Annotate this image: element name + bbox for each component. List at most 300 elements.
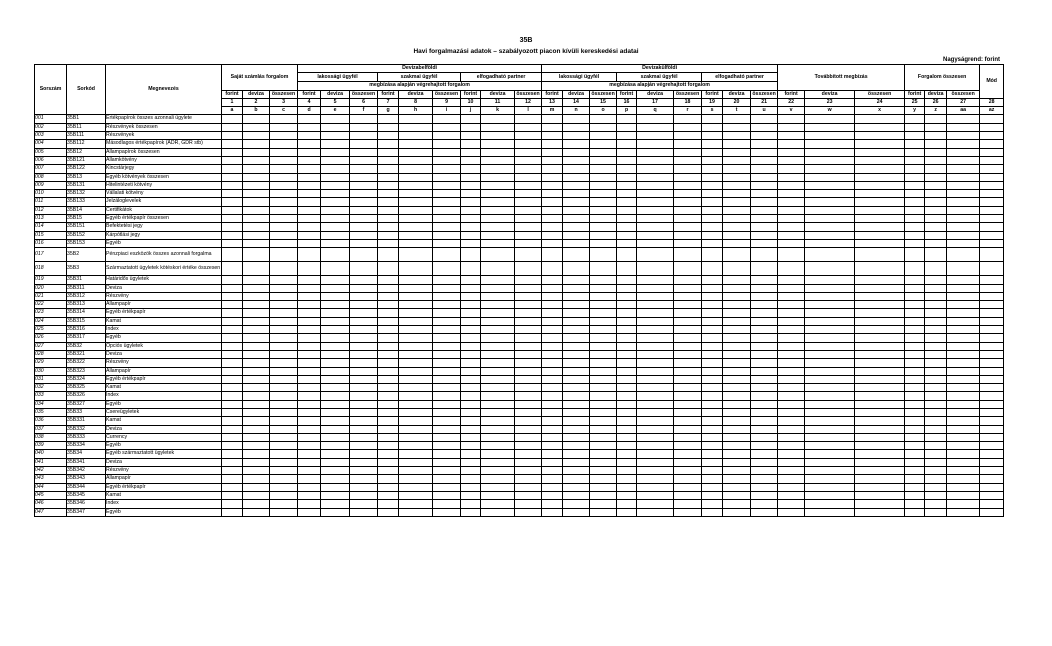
data-cell[interactable]: [298, 231, 321, 239]
data-cell[interactable]: [778, 425, 805, 433]
data-cell[interactable]: [433, 309, 461, 317]
data-cell[interactable]: [702, 198, 723, 206]
data-cell[interactable]: [905, 140, 925, 148]
data-cell[interactable]: [243, 367, 270, 375]
data-cell[interactable]: [515, 148, 542, 156]
data-cell[interactable]: [461, 342, 481, 350]
data-cell[interactable]: [270, 181, 298, 189]
data-cell[interactable]: [378, 450, 399, 458]
data-cell[interactable]: [637, 442, 674, 450]
data-cell[interactable]: [980, 508, 1004, 516]
data-cell[interactable]: [751, 458, 778, 466]
data-cell[interactable]: [947, 262, 980, 276]
data-cell[interactable]: [778, 491, 805, 499]
data-cell[interactable]: [321, 262, 350, 276]
data-cell[interactable]: [515, 206, 542, 214]
data-cell[interactable]: [805, 350, 855, 358]
data-cell[interactable]: [702, 384, 723, 392]
data-cell[interactable]: [563, 317, 590, 325]
data-cell[interactable]: [298, 173, 321, 181]
data-cell[interactable]: [778, 248, 805, 262]
data-cell[interactable]: [481, 292, 515, 300]
data-cell[interactable]: [855, 284, 905, 292]
data-cell[interactable]: [778, 317, 805, 325]
data-cell[interactable]: [947, 215, 980, 223]
data-cell[interactable]: [321, 458, 350, 466]
data-cell[interactable]: [617, 500, 637, 508]
data-cell[interactable]: [617, 326, 637, 334]
data-cell[interactable]: [723, 375, 751, 383]
data-cell[interactable]: [461, 148, 481, 156]
data-cell[interactable]: [855, 215, 905, 223]
data-cell[interactable]: [270, 190, 298, 198]
data-cell[interactable]: [222, 292, 243, 300]
data-cell[interactable]: [350, 467, 378, 475]
data-cell[interactable]: [805, 450, 855, 458]
data-cell[interactable]: [805, 165, 855, 173]
data-cell[interactable]: [980, 239, 1004, 247]
data-cell[interactable]: [243, 417, 270, 425]
data-cell[interactable]: [702, 508, 723, 516]
data-cell[interactable]: [542, 292, 563, 300]
data-cell[interactable]: [399, 442, 433, 450]
data-cell[interactable]: [590, 123, 617, 131]
data-cell[interactable]: [702, 239, 723, 247]
data-cell[interactable]: [461, 248, 481, 262]
data-cell[interactable]: [925, 491, 947, 499]
data-cell[interactable]: [617, 165, 637, 173]
data-cell[interactable]: [461, 384, 481, 392]
data-cell[interactable]: [702, 223, 723, 231]
data-cell[interactable]: [905, 491, 925, 499]
data-cell[interactable]: [905, 317, 925, 325]
data-cell[interactable]: [433, 442, 461, 450]
data-cell[interactable]: [805, 442, 855, 450]
data-cell[interactable]: [980, 450, 1004, 458]
data-cell[interactable]: [723, 248, 751, 262]
data-cell[interactable]: [590, 483, 617, 491]
data-cell[interactable]: [542, 508, 563, 516]
data-cell[interactable]: [481, 317, 515, 325]
data-cell[interactable]: [980, 190, 1004, 198]
data-cell[interactable]: [925, 442, 947, 450]
data-cell[interactable]: [617, 262, 637, 276]
data-cell[interactable]: [243, 198, 270, 206]
data-cell[interactable]: [243, 500, 270, 508]
data-cell[interactable]: [399, 433, 433, 441]
data-cell[interactable]: [270, 367, 298, 375]
data-cell[interactable]: [321, 317, 350, 325]
data-cell[interactable]: [350, 115, 378, 123]
data-cell[interactable]: [855, 309, 905, 317]
data-cell[interactable]: [590, 248, 617, 262]
data-cell[interactable]: [925, 292, 947, 300]
data-cell[interactable]: [270, 284, 298, 292]
data-cell[interactable]: [674, 132, 702, 140]
data-cell[interactable]: [617, 384, 637, 392]
data-cell[interactable]: [617, 350, 637, 358]
data-cell[interactable]: [674, 417, 702, 425]
data-cell[interactable]: [980, 417, 1004, 425]
data-cell[interactable]: [590, 491, 617, 499]
data-cell[interactable]: [481, 276, 515, 284]
data-cell[interactable]: [805, 132, 855, 140]
data-cell[interactable]: [617, 367, 637, 375]
data-cell[interactable]: [270, 483, 298, 491]
data-cell[interactable]: [222, 181, 243, 189]
data-cell[interactable]: [433, 384, 461, 392]
data-cell[interactable]: [674, 301, 702, 309]
data-cell[interactable]: [723, 284, 751, 292]
data-cell[interactable]: [855, 231, 905, 239]
data-cell[interactable]: [751, 442, 778, 450]
data-cell[interactable]: [805, 408, 855, 416]
data-cell[interactable]: [270, 123, 298, 131]
data-cell[interactable]: [778, 342, 805, 350]
data-cell[interactable]: [243, 123, 270, 131]
data-cell[interactable]: [947, 132, 980, 140]
data-cell[interactable]: [270, 458, 298, 466]
data-cell[interactable]: [980, 442, 1004, 450]
data-cell[interactable]: [805, 367, 855, 375]
data-cell[interactable]: [378, 317, 399, 325]
data-cell[interactable]: [350, 392, 378, 400]
data-cell[interactable]: [947, 148, 980, 156]
data-cell[interactable]: [321, 384, 350, 392]
data-cell[interactable]: [674, 384, 702, 392]
data-cell[interactable]: [674, 148, 702, 156]
data-cell[interactable]: [350, 400, 378, 408]
data-cell[interactable]: [980, 392, 1004, 400]
data-cell[interactable]: [778, 392, 805, 400]
data-cell[interactable]: [778, 181, 805, 189]
data-cell[interactable]: [751, 215, 778, 223]
data-cell[interactable]: [399, 408, 433, 416]
data-cell[interactable]: [563, 123, 590, 131]
data-cell[interactable]: [222, 375, 243, 383]
data-cell[interactable]: [298, 123, 321, 131]
data-cell[interactable]: [947, 165, 980, 173]
data-cell[interactable]: [563, 309, 590, 317]
data-cell[interactable]: [590, 350, 617, 358]
data-cell[interactable]: [542, 350, 563, 358]
data-cell[interactable]: [590, 467, 617, 475]
data-cell[interactable]: [270, 248, 298, 262]
data-cell[interactable]: [980, 292, 1004, 300]
data-cell[interactable]: [905, 326, 925, 334]
data-cell[interactable]: [298, 239, 321, 247]
data-cell[interactable]: [674, 317, 702, 325]
data-cell[interactable]: [947, 367, 980, 375]
data-cell[interactable]: [751, 181, 778, 189]
data-cell[interactable]: [905, 223, 925, 231]
data-cell[interactable]: [321, 181, 350, 189]
data-cell[interactable]: [702, 123, 723, 131]
data-cell[interactable]: [515, 262, 542, 276]
data-cell[interactable]: [674, 239, 702, 247]
data-cell[interactable]: [617, 475, 637, 483]
data-cell[interactable]: [855, 408, 905, 416]
data-cell[interactable]: [515, 350, 542, 358]
data-cell[interactable]: [243, 342, 270, 350]
data-cell[interactable]: [590, 317, 617, 325]
data-cell[interactable]: [222, 132, 243, 140]
data-cell[interactable]: [350, 458, 378, 466]
data-cell[interactable]: [433, 326, 461, 334]
data-cell[interactable]: [481, 165, 515, 173]
data-cell[interactable]: [925, 309, 947, 317]
data-cell[interactable]: [350, 123, 378, 131]
data-cell[interactable]: [563, 442, 590, 450]
data-cell[interactable]: [378, 215, 399, 223]
data-cell[interactable]: [461, 215, 481, 223]
data-cell[interactable]: [855, 326, 905, 334]
data-cell[interactable]: [378, 198, 399, 206]
data-cell[interactable]: [350, 508, 378, 516]
data-cell[interactable]: [805, 206, 855, 214]
data-cell[interactable]: [751, 206, 778, 214]
data-cell[interactable]: [298, 156, 321, 164]
data-cell[interactable]: [481, 148, 515, 156]
data-cell[interactable]: [378, 248, 399, 262]
data-cell[interactable]: [433, 262, 461, 276]
data-cell[interactable]: [674, 276, 702, 284]
data-cell[interactable]: [270, 342, 298, 350]
data-cell[interactable]: [778, 276, 805, 284]
data-cell[interactable]: [270, 292, 298, 300]
data-cell[interactable]: [481, 231, 515, 239]
data-cell[interactable]: [321, 148, 350, 156]
data-cell[interactable]: [751, 483, 778, 491]
data-cell[interactable]: [321, 342, 350, 350]
data-cell[interactable]: [751, 425, 778, 433]
data-cell[interactable]: [805, 301, 855, 309]
data-cell[interactable]: [481, 367, 515, 375]
data-cell[interactable]: [270, 239, 298, 247]
data-cell[interactable]: [270, 156, 298, 164]
data-cell[interactable]: [947, 500, 980, 508]
data-cell[interactable]: [270, 326, 298, 334]
data-cell[interactable]: [222, 500, 243, 508]
data-cell[interactable]: [542, 442, 563, 450]
data-cell[interactable]: [637, 508, 674, 516]
data-cell[interactable]: [778, 442, 805, 450]
data-cell[interactable]: [481, 198, 515, 206]
data-cell[interactable]: [481, 181, 515, 189]
data-cell[interactable]: [298, 483, 321, 491]
data-cell[interactable]: [563, 408, 590, 416]
data-cell[interactable]: [270, 392, 298, 400]
data-cell[interactable]: [298, 508, 321, 516]
data-cell[interactable]: [751, 262, 778, 276]
data-cell[interactable]: [590, 508, 617, 516]
data-cell[interactable]: [433, 165, 461, 173]
data-cell[interactable]: [378, 342, 399, 350]
data-cell[interactable]: [723, 342, 751, 350]
data-cell[interactable]: [805, 375, 855, 383]
data-cell[interactable]: [702, 408, 723, 416]
data-cell[interactable]: [751, 467, 778, 475]
data-cell[interactable]: [723, 198, 751, 206]
data-cell[interactable]: [298, 284, 321, 292]
data-cell[interactable]: [702, 140, 723, 148]
data-cell[interactable]: [270, 442, 298, 450]
data-cell[interactable]: [590, 198, 617, 206]
data-cell[interactable]: [637, 317, 674, 325]
data-cell[interactable]: [674, 442, 702, 450]
data-cell[interactable]: [925, 375, 947, 383]
data-cell[interactable]: [399, 132, 433, 140]
data-cell[interactable]: [702, 367, 723, 375]
data-cell[interactable]: [980, 384, 1004, 392]
data-cell[interactable]: [461, 239, 481, 247]
data-cell[interactable]: [433, 248, 461, 262]
data-cell[interactable]: [378, 223, 399, 231]
data-cell[interactable]: [751, 115, 778, 123]
data-cell[interactable]: [905, 359, 925, 367]
data-cell[interactable]: [298, 408, 321, 416]
data-cell[interactable]: [855, 292, 905, 300]
data-cell[interactable]: [778, 165, 805, 173]
data-cell[interactable]: [778, 359, 805, 367]
data-cell[interactable]: [433, 140, 461, 148]
data-cell[interactable]: [947, 408, 980, 416]
data-cell[interactable]: [481, 442, 515, 450]
data-cell[interactable]: [925, 239, 947, 247]
data-cell[interactable]: [805, 500, 855, 508]
data-cell[interactable]: [222, 123, 243, 131]
data-cell[interactable]: [805, 276, 855, 284]
data-cell[interactable]: [617, 206, 637, 214]
data-cell[interactable]: [433, 483, 461, 491]
data-cell[interactable]: [399, 165, 433, 173]
data-cell[interactable]: [751, 367, 778, 375]
data-cell[interactable]: [222, 206, 243, 214]
data-cell[interactable]: [778, 156, 805, 164]
data-cell[interactable]: [563, 276, 590, 284]
data-cell[interactable]: [298, 276, 321, 284]
data-cell[interactable]: [461, 375, 481, 383]
data-cell[interactable]: [298, 475, 321, 483]
data-cell[interactable]: [855, 123, 905, 131]
data-cell[interactable]: [617, 483, 637, 491]
data-cell[interactable]: [321, 442, 350, 450]
data-cell[interactable]: [980, 491, 1004, 499]
data-cell[interactable]: [243, 400, 270, 408]
data-cell[interactable]: [778, 132, 805, 140]
data-cell[interactable]: [925, 215, 947, 223]
data-cell[interactable]: [222, 301, 243, 309]
data-cell[interactable]: [298, 301, 321, 309]
data-cell[interactable]: [270, 334, 298, 342]
data-cell[interactable]: [378, 458, 399, 466]
data-cell[interactable]: [805, 148, 855, 156]
data-cell[interactable]: [481, 359, 515, 367]
data-cell[interactable]: [378, 367, 399, 375]
data-cell[interactable]: [751, 231, 778, 239]
data-cell[interactable]: [637, 326, 674, 334]
data-cell[interactable]: [542, 417, 563, 425]
data-cell[interactable]: [515, 215, 542, 223]
data-cell[interactable]: [270, 350, 298, 358]
data-cell[interactable]: [298, 400, 321, 408]
data-cell[interactable]: [905, 458, 925, 466]
data-cell[interactable]: [617, 458, 637, 466]
data-cell[interactable]: [321, 276, 350, 284]
data-cell[interactable]: [855, 508, 905, 516]
data-cell[interactable]: [399, 491, 433, 499]
data-cell[interactable]: [433, 508, 461, 516]
data-cell[interactable]: [805, 425, 855, 433]
data-cell[interactable]: [905, 132, 925, 140]
data-cell[interactable]: [925, 284, 947, 292]
data-cell[interactable]: [563, 140, 590, 148]
data-cell[interactable]: [222, 248, 243, 262]
data-cell[interactable]: [321, 248, 350, 262]
data-cell[interactable]: [617, 309, 637, 317]
data-cell[interactable]: [617, 292, 637, 300]
data-cell[interactable]: [243, 276, 270, 284]
data-cell[interactable]: [590, 156, 617, 164]
data-cell[interactable]: [855, 248, 905, 262]
data-cell[interactable]: [778, 350, 805, 358]
data-cell[interactable]: [222, 334, 243, 342]
data-cell[interactable]: [298, 433, 321, 441]
data-cell[interactable]: [702, 375, 723, 383]
data-cell[interactable]: [399, 317, 433, 325]
data-cell[interactable]: [723, 367, 751, 375]
data-cell[interactable]: [855, 276, 905, 284]
data-cell[interactable]: [637, 342, 674, 350]
data-cell[interactable]: [805, 392, 855, 400]
data-cell[interactable]: [590, 239, 617, 247]
data-cell[interactable]: [805, 231, 855, 239]
data-cell[interactable]: [298, 359, 321, 367]
data-cell[interactable]: [702, 190, 723, 198]
data-cell[interactable]: [674, 450, 702, 458]
data-cell[interactable]: [399, 301, 433, 309]
data-cell[interactable]: [855, 190, 905, 198]
data-cell[interactable]: [461, 326, 481, 334]
data-cell[interactable]: [222, 483, 243, 491]
data-cell[interactable]: [542, 342, 563, 350]
data-cell[interactable]: [855, 450, 905, 458]
data-cell[interactable]: [399, 284, 433, 292]
data-cell[interactable]: [270, 140, 298, 148]
data-cell[interactable]: [925, 475, 947, 483]
data-cell[interactable]: [590, 231, 617, 239]
data-cell[interactable]: [674, 292, 702, 300]
data-cell[interactable]: [617, 425, 637, 433]
data-cell[interactable]: [481, 400, 515, 408]
data-cell[interactable]: [461, 301, 481, 309]
data-cell[interactable]: [590, 173, 617, 181]
data-cell[interactable]: [723, 231, 751, 239]
data-cell[interactable]: [980, 317, 1004, 325]
data-cell[interactable]: [947, 248, 980, 262]
data-cell[interactable]: [350, 301, 378, 309]
data-cell[interactable]: [723, 173, 751, 181]
data-cell[interactable]: [617, 408, 637, 416]
data-cell[interactable]: [222, 140, 243, 148]
data-cell[interactable]: [321, 350, 350, 358]
data-cell[interactable]: [855, 367, 905, 375]
data-cell[interactable]: [481, 384, 515, 392]
data-cell[interactable]: [855, 384, 905, 392]
data-cell[interactable]: [481, 500, 515, 508]
data-cell[interactable]: [378, 284, 399, 292]
data-cell[interactable]: [925, 392, 947, 400]
